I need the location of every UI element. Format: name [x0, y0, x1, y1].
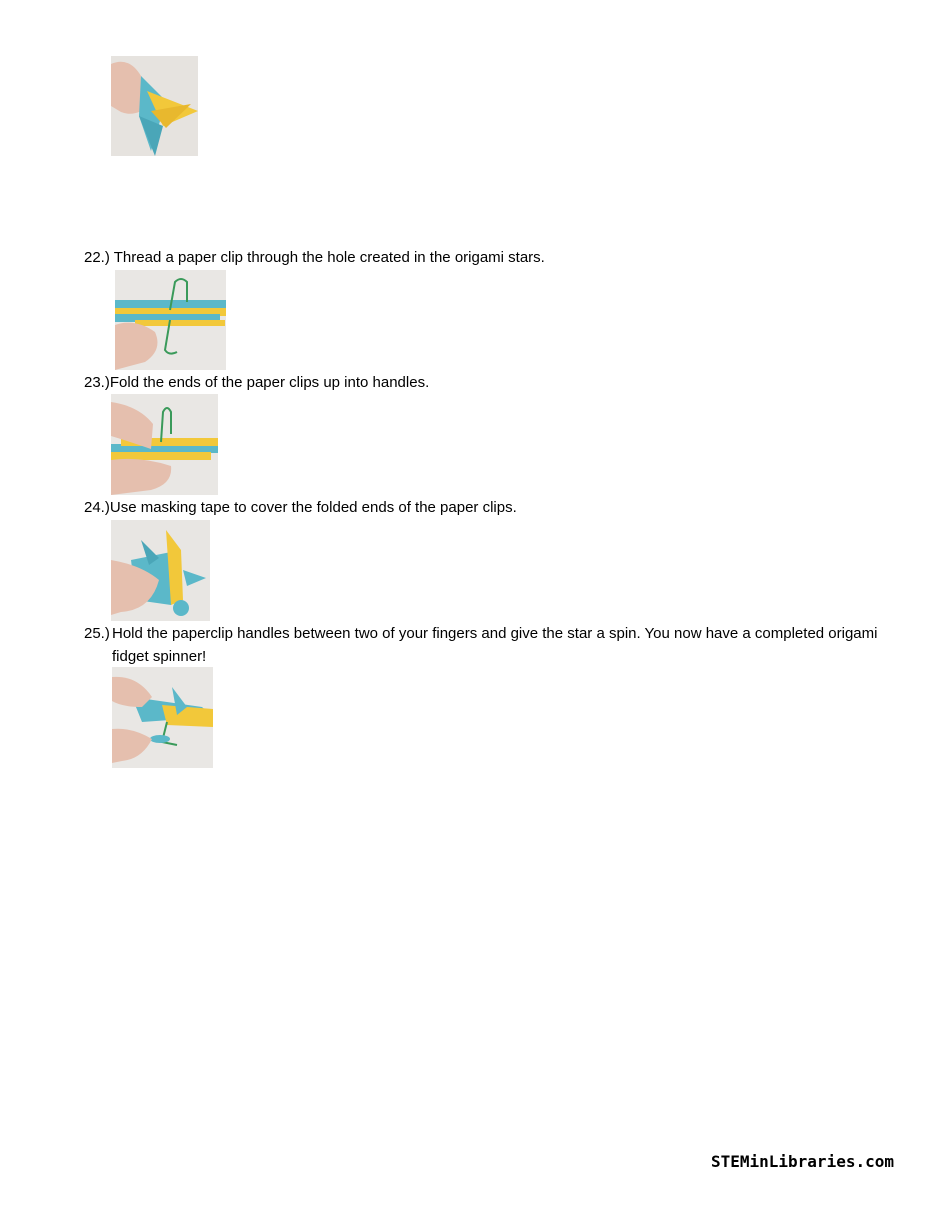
thread-paper-clip-photo [115, 270, 226, 370]
step-22 [84, 246, 545, 269]
origami-star-photo-top [111, 56, 198, 156]
step-text: Fold the ends of the paper clips up into handles. [109, 374, 430, 391]
step-text: Hold the paperclip handles between two of your fingers and give the star a spin. You now have a completed origami fidget spinner! [112, 625, 878, 665]
step-number: 23.) [84, 374, 110, 391]
step-number: 25.) [84, 625, 110, 642]
fold-handles-photo [111, 394, 218, 495]
step-text: Thread a paper clip through the hole created in the origami stars. [109, 249, 545, 266]
step-23 [84, 371, 429, 394]
step-text: Use masking tape to cover the folded ends of the paper clips. [109, 499, 517, 516]
step-25 [84, 622, 884, 668]
step-24 [84, 496, 517, 519]
step-number: 22.) [84, 249, 110, 266]
step-number: 24.) [84, 499, 110, 516]
footer-site-link[interactable]: STEMinLibraries.com [710, 1152, 894, 1171]
masking-tape-photo [111, 520, 210, 621]
completed-spinner-photo [112, 667, 213, 768]
